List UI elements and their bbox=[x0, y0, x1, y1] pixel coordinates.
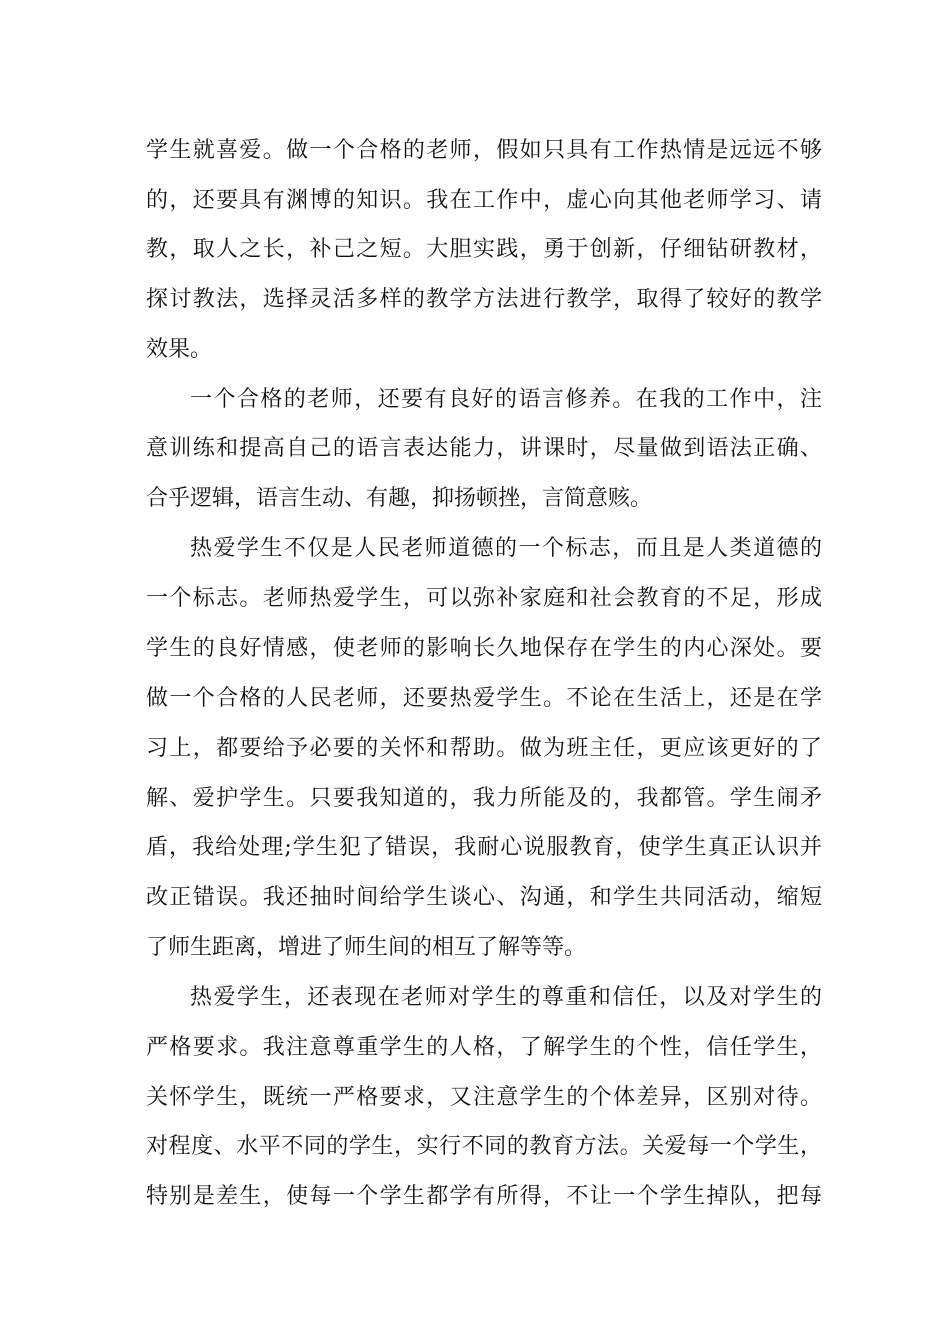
paragraph-line: 学生就喜爱。做一个合格的老师，假如只具有工作热情是远远不够 bbox=[146, 138, 822, 163]
paragraph-line: 学生的良好情感，使老师的影响长久地保存在学生的内心深处。要 bbox=[146, 636, 822, 661]
paragraph-line: 对程度、水平不同的学生，实行不同的教育方法。关爱每一个学生， bbox=[146, 1134, 822, 1159]
paragraph-line: 的，还要具有渊博的知识。我在工作中，虚心向其他老师学习、请 bbox=[146, 188, 822, 213]
paragraph-line: 一个标志。老师热爱学生，可以弥补家庭和社会教育的不足，形成 bbox=[146, 586, 822, 611]
paragraph-line: 热爱学生，还表现在老师对学生的尊重和信任，以及对学生的 bbox=[190, 985, 822, 1010]
paragraph-line: 特别是差生，使每一个学生都学有所得，不让一个学生掉队，把每 bbox=[146, 1184, 822, 1209]
paragraph-line: 关怀学生，既统一严格要求，又注意学生的个体差异，区别对待。 bbox=[146, 1085, 822, 1110]
paragraph-line: 热爱学生不仅是人民老师道德的一个标志，而且是人类道德的 bbox=[190, 536, 822, 561]
paragraph-line: 合乎逻辑，语言生动、有趣，抑扬顿挫，言简意赅。 bbox=[146, 486, 653, 511]
paragraph-line: 探讨教法，选择灵活多样的教学方法进行教学，取得了较好的教学 bbox=[146, 287, 822, 312]
paragraph-line: 一个合格的老师，还要有良好的语言修养。在我的工作中，注 bbox=[190, 387, 822, 412]
paragraph-line: 解、爱护学生。只要我知道的，我力所能及的，我都管。学生闹矛 bbox=[146, 786, 822, 811]
paragraph-line: 严格要求。我注意尊重学生的人格，了解学生的个性，信任学生， bbox=[146, 1035, 822, 1060]
paragraph-line: 盾，我给处理;学生犯了错误，我耐心说服教育，使学生真正认识并 bbox=[146, 835, 822, 860]
paragraph-line: 效果。 bbox=[146, 337, 213, 362]
paragraph-line: 教，取人之长，补己之短。大胆实践，勇于创新，仔细钻研教材， bbox=[146, 237, 822, 262]
paragraph-line: 意训练和提高自己的语言表达能力，讲课时，尽量做到语法正确、 bbox=[146, 436, 822, 461]
paragraph-line: 做一个合格的人民老师，还要热爱学生。不论在生活上，还是在学 bbox=[146, 686, 822, 711]
paragraph-line: 了师生距离，增进了师生间的相互了解等等。 bbox=[146, 935, 587, 960]
paragraph-line: 改正错误。我还抽时间给学生谈心、沟通，和学生共同活动，缩短 bbox=[146, 885, 822, 910]
paragraph-line: 习上，都要给予必要的关怀和帮助。做为班主任，更应该更好的了 bbox=[146, 736, 822, 761]
